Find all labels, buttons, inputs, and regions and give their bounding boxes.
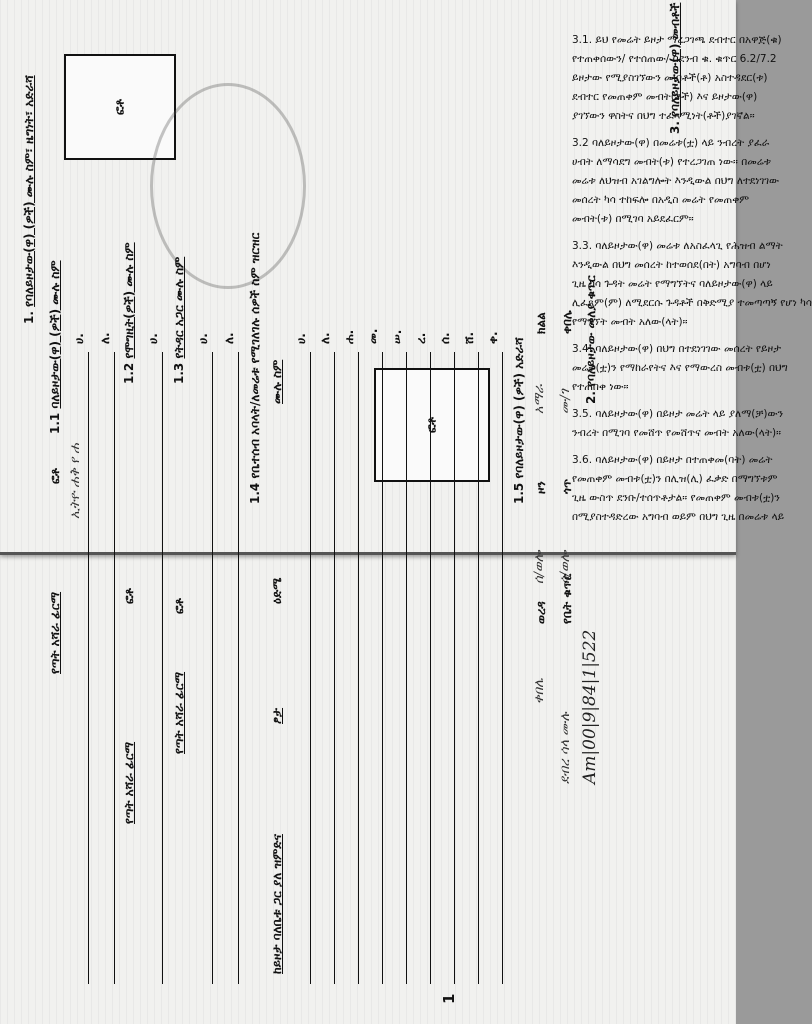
member-row-label: ሠ.: [390, 329, 404, 344]
section-3-p-3-3-line: 3.3. ባለይዞታው(ዋ) መሬቱ ለአስፈላጊ የሕዝብ ልማት: [572, 240, 783, 252]
photo-label-2: ፎቶ: [424, 417, 439, 433]
section-3-area: [572, 34, 812, 994]
row-1-1-b: ለ.: [98, 332, 112, 344]
member-row-line: [502, 352, 503, 984]
section-3-title: 3. የባለይዞታው(ዋ) መብቶች: [668, 2, 682, 134]
section-3-p-3-6-line: የመጠቀም መብቱ(ቷ)ን በሊዝ(ሊ) ፈቃድ በማግኘቱም: [572, 473, 778, 485]
line-1-3-b: [238, 352, 239, 984]
row-1-4: 1.4 የቤተሰብ አባላት/ለመሬቱ የሚገለገሉ ሰዎች ስም ዝርዝር: [248, 232, 262, 504]
member-row-label: መ.: [366, 328, 380, 344]
addr-woreda-value: ቀበሌ: [532, 678, 547, 704]
section-3-p-3-6-line: በሚያስተዳድረው አግባብ ወይም በህግ ጊዜ በመሬቱ ላይ: [572, 511, 785, 523]
member-row-label: ሐ.: [342, 329, 356, 344]
row-1-2-sign: የጣት አሻራ ፊርማ: [122, 741, 136, 824]
addr-got-value: ሰ/ወሎ: [558, 550, 573, 584]
section-2-title: 2. የባለይዞታው መለያ ቁጥር: [584, 275, 598, 404]
addr-got-label: ጎጥ: [560, 478, 574, 494]
line-1-1-a: [88, 352, 89, 984]
member-row-line: [478, 352, 479, 984]
addr-zone-value: ሰ/ወሎ: [532, 550, 547, 584]
section-3-p-3-6-line: 3.6. ባለይዞታው(ዋ) በይዞታ በተጠቀመ(ባት) መሬት: [572, 454, 773, 466]
member-row-line: [406, 352, 407, 984]
section-3-p-3-2-line: መሬቱ ለህዝብ አገልግሎት እንዲውል በህግ ለተደነገገው: [572, 175, 780, 187]
member-row-line: [334, 352, 335, 984]
handwritten-name: ኢትዮ ሐቅ የ ሐ: [68, 443, 83, 519]
addr-house-label: የቤት ቁጥር: [560, 573, 574, 624]
section-3-p-3-4-line: የተጠበቀ ነው።: [572, 381, 629, 393]
member-row-line: [382, 352, 383, 984]
section-3-p-3-4-line: 3.4. ባለይዞታው(ዋ) በህግ በተደነገገው መሰረት የይዞታ: [572, 343, 782, 355]
addr-woreda-label: ወረዳ: [534, 601, 548, 624]
row-1-3-b: ለ.: [222, 332, 236, 344]
photo-label-1: ፎቶ: [112, 99, 127, 115]
section-2-value: Am|00|9|84|1|522: [580, 629, 600, 784]
section-3-p-3-2-line: መሰረት ካሳ ተከፍሎ በአዲስ መሬት የመጠቀም: [572, 194, 750, 206]
member-row-label: ረ.: [414, 332, 428, 344]
row-1-2-photo: ፎቶ: [122, 588, 136, 604]
section-3-p-3-1-line: ደብተር የመጠቀም መብት(ቶች) እና ይዞታው(ዋ): [572, 91, 758, 103]
row-1-3: 1.3 የትዳር አጋር ሙሉ ስም: [172, 256, 186, 384]
section-3-p-3-4-line: መሬቱ(ቷ)ን የማከራየትና እና የማውረስ መብቱ(ቷ) በህግ: [572, 362, 788, 374]
section-3-p-3-5-line: 3.5. ባለይዞታው(ዋ) በይዞታ መሬት ላይ ያለማ(ቻ)ውን: [572, 408, 784, 420]
member-row-label: ሸ.: [462, 331, 476, 344]
row-1-3-photo: ፎቶ: [172, 598, 186, 614]
section-3-p-3-1-line: ይዞታው የሚያስገኘውን መብቶች(ቶ) አስተዳደር(ቱ): [572, 72, 768, 84]
row-1-3-a: ሀ.: [196, 333, 210, 344]
row-1-1-sign: የጣት አሻራ ፊርማ: [48, 591, 62, 674]
member-row-label: ቀ.: [486, 331, 500, 344]
member-row-label: ሀ.: [294, 333, 308, 344]
row-1-3-sign: የጣት አሻራ ፊርማ: [172, 671, 186, 754]
member-row-label: ለ.: [318, 332, 332, 344]
row-1-4-col-name: ሙሉ ስም: [270, 359, 284, 404]
section-3-p-3-2-line: መብት(ቱ) በሚገባ አይደፈርም።: [572, 213, 694, 225]
member-row-line: [310, 352, 311, 984]
section-1-title: 1. የባለይዞታው(ዋ) (ዎች) ሙሉ ስም፣ ዜግነት፣ አድራሻ: [22, 75, 36, 324]
section-3-p-3-1-line: 3.1. ይህ የመሬት ይዞታ ማረጋገጫ ደብተር በአዋጅ(ቁ): [572, 34, 782, 46]
section-3-p-3-2-line: 3.2 ባለይዞታው(ዋ) በመሬቱ(ቷ) ላይ ንብረት ያፈራ: [572, 137, 770, 149]
page-number: 1: [440, 993, 458, 1004]
addr-misc-value: ሙ/ገ: [558, 389, 573, 414]
row-1-4-col-age: ዕድሜ: [270, 577, 284, 604]
member-row-label: ሰ.: [438, 332, 452, 344]
section-3-p-3-1-line: የተጠቀሰውን/ የተሰጠው/ በደንብ ቁ. ቁጥር 6.2/7.2: [572, 53, 777, 65]
row-1-1-a: ሀ.: [72, 333, 86, 344]
line-1-2-a: [162, 352, 163, 984]
section-3-p-3-1-line: ያገኘውን ዋስትና በህግ ተፈጻሚነት(ቶች)ያገኛል።: [572, 110, 755, 122]
photo-box-2: [374, 368, 490, 482]
section-3-p-3-6-line: ጊዜ ውስጥ ደንቡ/ተሰጥቶታል። የመጠቀም መብቱ(ቷ)ን: [572, 492, 780, 504]
section-3-p-3-2-line: ሀብት ለማሳደግ መብት(ቱ) የተረጋገጠ ነው። በመሬቱ: [572, 156, 771, 168]
row-1-4-col-rel: ከይዞታ ባለቤቱ ጋር ያለ ዝምድና: [270, 834, 284, 974]
row-1-2-a: ሀ.: [146, 333, 160, 344]
row-1-4-col-sex: ፆታ: [270, 707, 284, 724]
section-3-p-3-5-line: ንብረት በሚገባ የመሸጥ የመሸጥና መብት አለው(ላት)።: [572, 427, 781, 439]
addr-region-value: አማራ: [532, 384, 547, 414]
section-3-p-3-3-line: ጊዜ ካሳ ጉዳት መሬት የማግኘትና ባለይዞታው(ዋ) ላይ: [572, 278, 773, 290]
member-row-line: [430, 352, 431, 984]
row-1-1-photo: ፎቶ: [48, 468, 62, 484]
row-1-1: 1.1 ባለይዞታው(ዋ) (ዎች) ሙሉ ስም: [48, 260, 62, 434]
line-1-3-a: [212, 352, 213, 984]
section-3-p-3-3-line: እንዲውል በህግ መሰረት ከተወሰደ(በት) አግባብ በሆነ: [572, 259, 771, 271]
row-1-2: 1.2 የሞግዚት(ዎች) ሙሉ ስም: [122, 242, 136, 384]
section-3-p-3-3-line: ሊፈጸም(ም) ለሚደርሱ ጉዳቶች በቅድሚያ ተመጣጣኝ የሆነ ካሳ: [572, 297, 812, 309]
member-row-line: [454, 352, 455, 984]
addr-misc-label: ቀበሌ: [560, 310, 574, 334]
line-1-1-b: [114, 352, 115, 984]
row-1-5: 1.5 የባለይዞታው(ዋ) (ዎች) አድራሻ: [512, 337, 526, 504]
addr-zone-label: ዞን: [534, 481, 548, 494]
addr-region-label: ክልል: [534, 312, 548, 334]
section-3-p-3-3-line: የማግኘት መብት አለው(ላት)።: [572, 316, 688, 328]
member-row-line: [358, 352, 359, 984]
addr-house-value: ደብረ ሳላ ሙሉ: [558, 712, 573, 784]
